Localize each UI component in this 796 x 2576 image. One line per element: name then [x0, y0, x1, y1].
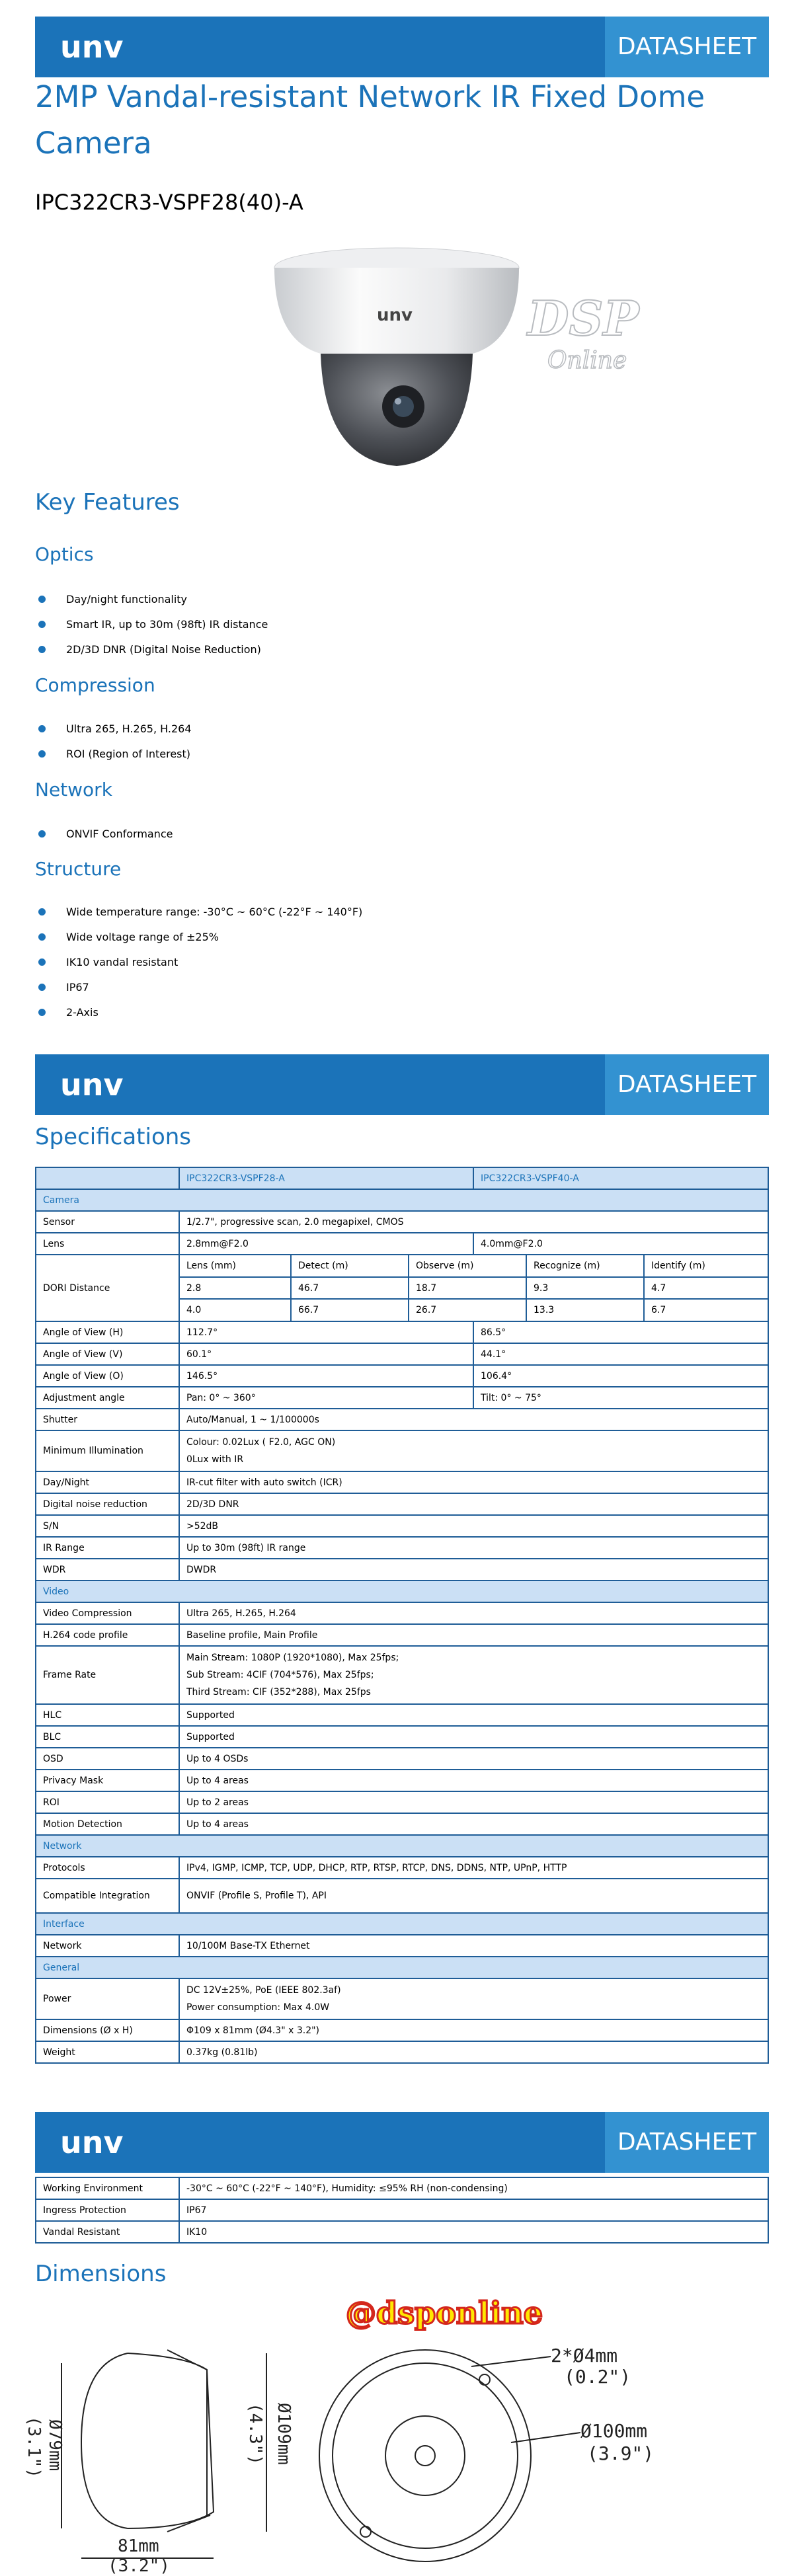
spec-label: Motion Detection: [36, 1813, 179, 1835]
side-h1-label: Ø79mm: [45, 2419, 65, 2472]
spec-label: IR Range: [36, 1537, 179, 1559]
table-row: [36, 2221, 768, 2243]
spec-label: Working Environment: [36, 2177, 179, 2199]
spec-label: Weight: [36, 2041, 179, 2063]
spec-line: 0Lux with IR: [186, 1454, 244, 1465]
spec-label: OSD: [36, 1748, 179, 1770]
feature-item: Day/night functionality: [66, 593, 188, 605]
spec-value: 106.4°: [473, 1365, 768, 1387]
side-h2-label: Ø109mm: [274, 2403, 294, 2465]
spec-value: Supported: [179, 1704, 768, 1726]
table-row: [36, 1978, 768, 2019]
section-network: Network: [36, 1835, 768, 1857]
section-row: [36, 1835, 768, 1857]
table-row: [36, 1387, 768, 1409]
holes-inch: (0.2"): [564, 2366, 631, 2388]
spec-value: IK10: [179, 2221, 768, 2243]
spec-value: DWDR: [179, 1559, 768, 1581]
spec-value: Up to 4 areas: [179, 1770, 768, 1791]
side-width-inch: (3.2"): [108, 2556, 170, 2576]
spec-label: Adjustment angle: [36, 1387, 179, 1409]
spec-value: 86.5°: [473, 1321, 768, 1343]
feature-item: 2D/3D DNR (Digital Noise Reduction): [66, 643, 261, 656]
table-row: [180, 1277, 768, 1299]
spec-value: Auto/Manual, 1 ~ 1/100000s: [179, 1409, 768, 1430]
side-h1-inch: (3.1"): [24, 2416, 44, 2478]
dori-cell: 18.7: [409, 1277, 526, 1299]
dori-cell: 4.7: [644, 1277, 768, 1299]
header-banner: [35, 2112, 769, 2173]
spec-value: Tilt: 0° ~ 75°: [473, 1387, 768, 1409]
dori-cell: 4.0: [180, 1299, 291, 1321]
product-title: 2MP Vandal-resistant Network IR Fixed Dome Camera: [35, 79, 705, 161]
table-row: [36, 1726, 768, 1748]
spec-value: IP67: [179, 2199, 768, 2221]
table-cell: [36, 1167, 179, 1189]
header-banner: [35, 1054, 769, 1115]
section-camera: Camera: [36, 1189, 768, 1211]
table-row: [36, 1167, 768, 1189]
table-row: [36, 1515, 768, 1537]
section-video: Video: [36, 1581, 768, 1602]
table-row: [36, 2199, 768, 2221]
diameter-label: Ø100mm: [580, 2420, 648, 2442]
spec-value: Φ109 x 81mm (Ø4.3" x 3.2"): [179, 2019, 768, 2041]
holes-label: 2*Ø4mm: [551, 2345, 618, 2366]
table-row: [36, 1602, 768, 1624]
table-row: [36, 1321, 768, 1343]
uniview-logo: [54, 2119, 153, 2166]
table-row: [36, 1646, 768, 1704]
spec-value: IR-cut filter with auto switch (ICR): [179, 1471, 768, 1493]
table-row: [36, 2019, 768, 2041]
spec-value: Baseline profile, Main Profile: [179, 1624, 768, 1646]
spec-label: WDR: [36, 1559, 179, 1581]
dori-header: Recognize (m): [526, 1255, 644, 1277]
spec-value: [179, 1978, 768, 2019]
section-general: General: [36, 1957, 768, 1978]
spec-table: [35, 2177, 769, 2244]
spec-value: Up to 4 OSDs: [179, 1748, 768, 1770]
spec-value: [179, 1646, 768, 1704]
dimensions-drawing: [24, 2290, 769, 2576]
diameter-inch: (3.9"): [587, 2442, 655, 2464]
spec-line: Main Stream: 1080P (1920*1080), Max 25fps;: [186, 1653, 399, 1663]
camera-image: [258, 241, 536, 479]
dori-cell: 46.7: [291, 1277, 409, 1299]
dsponline-stamp: @dsponline: [346, 2295, 543, 2331]
section-row: [36, 1581, 768, 1602]
spec-value: 146.5°: [179, 1365, 473, 1387]
spec-value: Up to 30m (98ft) IR range: [179, 1537, 768, 1559]
spec-value: 2.8mm@F2.0: [179, 1233, 473, 1255]
datasheet-tag: DATASHEET: [605, 2112, 769, 2173]
spec-label: Digital noise reduction: [36, 1493, 179, 1515]
feature-item: Wide voltage range of ±25%: [66, 931, 219, 943]
table-row: [36, 1704, 768, 1726]
table-row: [36, 1537, 768, 1559]
table-row: [36, 1233, 768, 1255]
header-banner: [35, 17, 769, 77]
side-h2-inch: (4.3"): [245, 2403, 265, 2465]
dori-cell: 6.7: [651, 1305, 666, 1315]
table-row: [36, 1409, 768, 1430]
dori-header: Detect (m): [291, 1255, 409, 1277]
spec-value: Pan: 0° ~ 360°: [179, 1387, 473, 1409]
spec-label: Sensor: [36, 1211, 179, 1233]
dori-header: Lens (mm): [180, 1255, 291, 1277]
dori-cell: 13.3: [526, 1299, 644, 1321]
spec-line: DC 12V±25%, PoE (IEEE 802.3af): [186, 1985, 341, 1996]
spec-label: ROI: [36, 1791, 179, 1813]
feature-item: Ultra 265, H.265, H.264: [66, 722, 192, 735]
spec-value: 44.1°: [473, 1343, 768, 1365]
table-row: [180, 1299, 768, 1321]
spec-label: Protocols: [36, 1857, 179, 1879]
spec-value: Ultra 265, H.265, H.264: [179, 1602, 768, 1624]
table-row: [36, 1791, 768, 1813]
spec-label: S/N: [36, 1515, 179, 1537]
table-row: [36, 1935, 768, 1957]
spec-value: 10/100M Base-TX Ethernet: [179, 1935, 768, 1957]
svg-text:unv: unv: [60, 1067, 124, 1103]
spec-label: Lens: [36, 1233, 179, 1255]
structure-heading: Structure: [35, 858, 122, 880]
spec-label: Dimensions (Ø x H): [36, 2019, 179, 2041]
spec-value: ONVIF (Profile S, Profile T), API: [179, 1879, 768, 1913]
spec-value: Up to 2 areas: [179, 1791, 768, 1813]
table-row: [36, 1559, 768, 1581]
svg-text:Online: Online: [547, 347, 627, 374]
svg-text:unv: unv: [377, 305, 413, 325]
table-row: [36, 2041, 768, 2063]
spec-table: [35, 1167, 769, 2064]
table-row: [36, 1255, 768, 1321]
spec-label: Compatible Integration: [36, 1879, 179, 1913]
specifications-heading: Specifications: [35, 1124, 192, 1150]
spec-label: Angle of View (H): [36, 1321, 179, 1343]
spec-label: BLC: [36, 1726, 179, 1748]
spec-line: Sub Stream: 4CIF (704*576), Max 25fps;: [186, 1670, 374, 1680]
dori-subtable: [180, 1255, 768, 1321]
table-row: [36, 1430, 768, 1471]
spec-label: Ingress Protection: [36, 2199, 179, 2221]
spec-label: Power: [36, 1978, 179, 2019]
section-row: [36, 1913, 768, 1935]
dori-cell: 9.3: [526, 1277, 644, 1299]
model-a-header: IPC322CR3-VSPF28-A: [179, 1167, 473, 1189]
section-row: [36, 1189, 768, 1211]
dori-cell: 2.8: [180, 1277, 291, 1299]
product-model: IPC322CR3-VSPF28(40)-A: [35, 190, 303, 215]
table-row: [36, 1624, 768, 1646]
spec-label: Video Compression: [36, 1602, 179, 1624]
side-width-label: 81mm: [118, 2536, 159, 2556]
spec-label: Angle of View (O): [36, 1365, 179, 1387]
compression-heading: Compression: [35, 674, 155, 696]
feature-item: ROI (Region of Interest): [66, 748, 191, 760]
dori-subtable-cell: [179, 1255, 768, 1321]
spec-value: 60.1°: [179, 1343, 473, 1365]
top-view: [319, 2350, 580, 2561]
spec-value: Supported: [179, 1726, 768, 1748]
table-row: [36, 1471, 768, 1493]
table-row: [36, 1857, 768, 1879]
dori-cell: 66.7: [291, 1299, 409, 1321]
spec-line: Colour: 0.02Lux ( F2.0, AGC ON): [186, 1437, 336, 1448]
spec-label: HLC: [36, 1704, 179, 1726]
spec-value: >52dB: [179, 1515, 768, 1537]
uniview-logo: [54, 23, 153, 71]
spec-label: Network: [36, 1935, 179, 1957]
spec-label: Shutter: [36, 1409, 179, 1430]
feature-item: Wide temperature range: -30°C ~ 60°C (-22°F ~ 140°F): [66, 906, 363, 918]
optics-heading: Optics: [35, 543, 94, 565]
table-row: [36, 1770, 768, 1791]
section-row: [36, 1957, 768, 1978]
feature-item: Smart IR, up to 30m (98ft) IR distance: [66, 618, 268, 631]
table-row: [36, 1748, 768, 1770]
table-row: [36, 1493, 768, 1515]
spec-value: Up to 4 areas: [179, 1813, 768, 1835]
spec-value: 0.37kg (0.81lb): [179, 2041, 768, 2063]
feature-item: IK10 vandal resistant: [66, 956, 179, 968]
table-row: [36, 1211, 768, 1233]
table-row: [36, 1365, 768, 1387]
svg-text:unv: unv: [60, 2125, 124, 2160]
spec-line: Power consumption: Max 4.0W: [186, 2002, 330, 2013]
spec-line: Third Stream: CIF (352*288), Max 25fps: [186, 1687, 371, 1698]
feature-item: ONVIF Conformance: [66, 828, 173, 840]
spec-label: Frame Rate: [36, 1646, 179, 1704]
table-row: [36, 1879, 768, 1913]
spec-value: 4.0mm@F2.0: [473, 1233, 768, 1255]
uniview-logo: [54, 1061, 153, 1109]
spec-value: IPv4, IGMP, ICMP, TCP, UDP, DHCP, RTP, RTSP, RTCP, DNS, DDNS, NTP, UPnP, HTTP: [179, 1857, 768, 1879]
table-row: [36, 1343, 768, 1365]
table-row: [36, 1813, 768, 1835]
dori-cell: 26.7: [409, 1299, 526, 1321]
spec-label: Angle of View (V): [36, 1343, 179, 1365]
model-b-header: IPC322CR3-VSPF40-A: [473, 1167, 768, 1189]
spec-value: 2D/3D DNR: [179, 1493, 768, 1515]
spec-value: 112.7°: [179, 1321, 473, 1343]
svg-text:unv: unv: [60, 29, 124, 65]
spec-label: DORI Distance: [36, 1255, 179, 1321]
key-features-heading: Key Features: [35, 489, 180, 516]
spec-label: H.264 code profile: [36, 1624, 179, 1646]
spec-label: Privacy Mask: [36, 1770, 179, 1791]
table-row: [36, 2177, 768, 2199]
network-heading: Network: [35, 779, 112, 800]
dori-header: Observe (m): [409, 1255, 526, 1277]
side-view: [61, 2350, 266, 2558]
dsp-online-watermark: [521, 286, 693, 385]
feature-item: IP67: [66, 981, 89, 994]
feature-item: 2-Axis: [66, 1006, 99, 1019]
spec-value: 1/2.7", progressive scan, 2.0 megapixel, CMOS: [179, 1211, 768, 1233]
section-interface: Interface: [36, 1913, 768, 1935]
datasheet-tag: DATASHEET: [605, 17, 769, 77]
spec-value: [179, 1430, 768, 1471]
datasheet-tag: DATASHEET: [605, 1054, 769, 1115]
spec-label: Vandal Resistant: [36, 2221, 179, 2243]
svg-text:DSP: DSP: [528, 290, 639, 346]
spec-value: -30°C ~ 60°C (-22°F ~ 140°F), Humidity: ≤95% RH (non-condensing): [179, 2177, 768, 2199]
spec-label: Minimum Illumination: [36, 1430, 179, 1471]
dori-header: Identify (m): [644, 1255, 768, 1277]
dimensions-heading: Dimensions: [35, 2261, 167, 2287]
spec-label: Day/Night: [36, 1471, 179, 1493]
table-row: [180, 1255, 768, 1277]
